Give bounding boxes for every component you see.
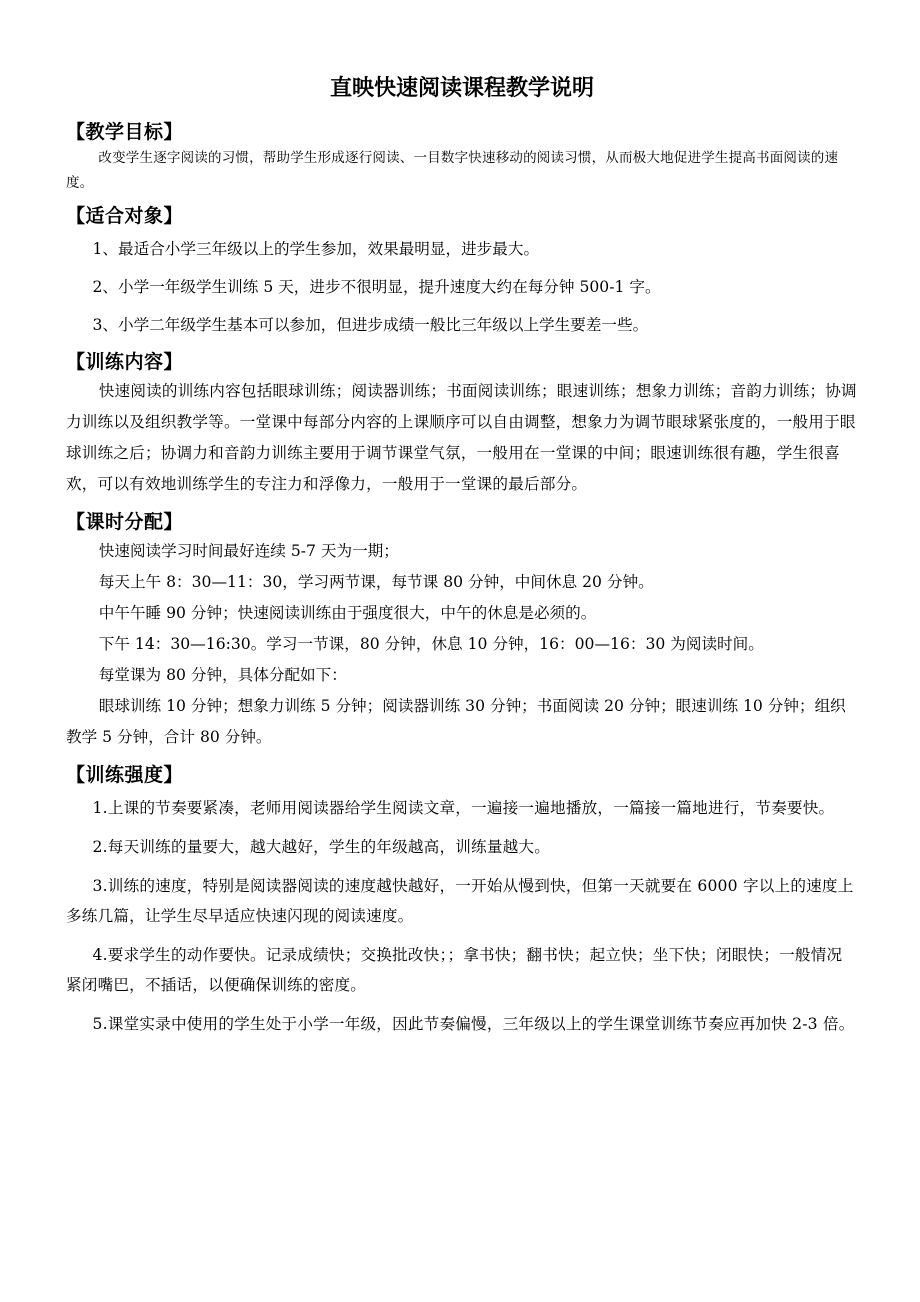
schedule-line: 下午 14：30—16:30。学习一节课，80 分钟，休息 10 分钟，16：00—16：30 为阅读时间。 (98, 635, 764, 653)
schedule-line: 每堂课为 80 分钟，具体分配如下： (98, 666, 347, 684)
audience-item: 1、最适合小学三年级以上的学生参加，效果最明显，进步最大。 (92, 240, 540, 258)
section-heading-intensity: 【训练强度】 (66, 764, 184, 786)
intensity-item: 5.课堂实录中使用的学生处于小学一年级，因此节奏偏慢，三年级以上的学生课堂训练节奏应再加快 2-3 倍。 (92, 1015, 855, 1033)
intensity-item: 3.训练的速度，特别是阅读器阅读的速度越快越好，一开始从慢到快，但第一天就要在 6000 字以上的速度上多练几篇，让学生尽早适应快速闪现的阅读速度。 (66, 877, 854, 925)
schedule-line: 眼球训练 10 分钟；想象力训练 5 分钟；阅读器训练 30 分钟；书面阅读 20 分钟；眼速训练 10 分钟；组织教学 5 分钟，合计 80 分钟。 (66, 697, 846, 746)
document-title: 直映快速阅读课程教学说明 (329, 76, 594, 101)
section-teaching-goals (66, 118, 858, 196)
intensity-item: 2.每天训练的量要大，越大越好，学生的年级越高，训练量越大。 (92, 838, 551, 856)
section-training-content (66, 348, 858, 508)
content-paragraph: 快速阅读的训练内容包括眼球训练；阅读器训练；书面阅读训练；眼速训练；想象力训练；音韵力训练；协调力训练以及组织教学等。一堂课中每部分内容的上课顺序可以自由调整，想象力为调节眼球紧张度的，一般用于眼球训练之后；协调力和音韵力训练主要用于调节课堂气氛，一般用在一堂课的中间；眼速训练很有趣，学生很喜欢，可以有效地训练学生的专注力和浮像力，一般用于一堂课的最后部分。 (66, 382, 857, 493)
schedule-line: 每天上午 8：30—11：30，学习两节课，每节课 80 分钟，中间休息 20 分钟。 (98, 573, 654, 591)
section-schedule (66, 508, 858, 761)
section-training-intensity (66, 761, 858, 1039)
audience-item: 2、小学一年级学生训练 5 天，进步不很明显，提升速度大约在每分钟 500-1 字。 (92, 278, 661, 296)
goals-paragraph: 改变学生逐字阅读的习惯，帮助学生形成逐行阅读、一目数字快速移动的阅读习惯，从而极大地促进学生提高书面阅读的速度。 (66, 150, 839, 191)
section-heading-content: 【训练内容】 (66, 351, 184, 373)
section-heading-goals: 【教学目标】 (66, 121, 184, 143)
section-heading-schedule: 【课时分配】 (66, 511, 184, 533)
document-page (66, 72, 858, 1048)
audience-item: 3、小学二年级学生基本可以参加，但进步成绩一般比三年级以上学生要差一些。 (92, 316, 649, 334)
section-target-audience (66, 202, 858, 340)
intensity-item: 4.要求学生的动作要快。记录成绩快；交换批改快；；拿书快；翻书快；起立快；坐下快；闭眼快；一般情况紧闭嘴巴，不插话，以便确保训练的密度。 (66, 946, 843, 994)
schedule-line: 中午午睡 90 分钟；快速阅读训练由于强度很大，中午的休息是必须的。 (98, 604, 597, 622)
intensity-item: 1.上课的节奏要紧凑，老师用阅读器给学生阅读文章，一遍接一遍地播放，一篇接一篇地进行，节奏要快。 (92, 799, 835, 817)
section-heading-audience: 【适合对象】 (66, 205, 184, 227)
schedule-line: 快速阅读学习时间最好连续 5-7 天为一期； (98, 542, 399, 560)
